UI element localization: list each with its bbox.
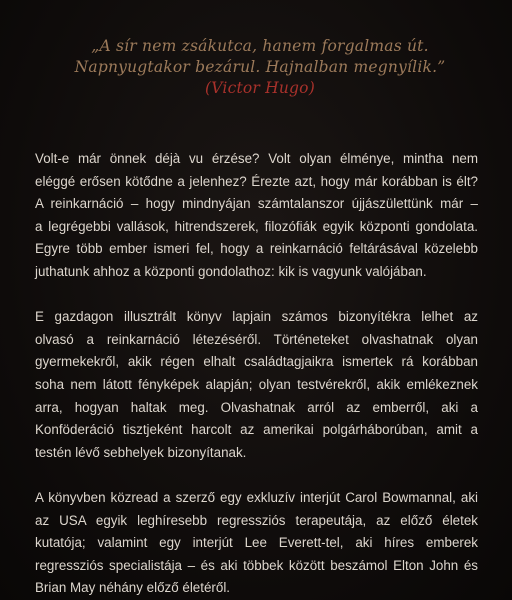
text-line: E gazdagon illusztrált könyv lapjain számos bizonyítékra lelhet az [35, 309, 478, 325]
paragraph-1 [35, 148, 478, 284]
text-line: gyermekekről, akik régen elhalt családtagjaikra ismertek rá korábban [35, 354, 478, 370]
text-line: juthatunk ahhoz a központi gondolathoz: kik is vagyunk valójában. [35, 263, 427, 279]
text-line: Brian May néhány előző életéről. [35, 580, 231, 596]
text-line: az USA egyik leghíresebb regressziós terapeutája, az előző életek [35, 512, 478, 528]
paragraph-3 [35, 487, 478, 600]
text-line: kutatója; valamint egy interjút Lee Everett-tel, aki híres emberek [35, 535, 478, 551]
text-line: olvasó a reinkarnáció létezéséről. Történeteket olvashatnak olyan [35, 331, 478, 347]
quote-line: Napnyugtakor bezárul. Hajnalban megnyílik.” [74, 58, 446, 76]
epigraph-quote [40, 36, 480, 99]
text-line: Egyre több ember ismeri fel, hogy a reinkarnáció feltárásával közelebb [35, 241, 478, 257]
text-line: Konföderáció tisztjeként harcolt az amerikai polgárháborúban, amit a [35, 422, 478, 438]
text-line: arra, hogyan haltak meg. Olvashatnak arról az emberről, aki a [35, 399, 478, 415]
text-line: eléggé erősen kötődne a jelenhez? Érezte azt, hogy már korábban is élt? [35, 173, 478, 189]
text-line: A reinkarnáció – hogy mindnyájan számtalanszor újjászülettünk már – [35, 196, 478, 212]
text-line: soha nem látott fényképek alapján; olyan testvérekről, akik emlékeznek [35, 376, 478, 392]
text-line: a legrégebbi vallások, hitrendszerek, filozófiák egyik központi gondolata. [35, 218, 478, 234]
text-line: A könyvben közread a szerző egy exkluzív interjút Carol Bowmannal, aki [35, 489, 478, 505]
text-line: Volt-e már önnek déjà vu érzése? Volt olyan élménye, mintha nem [35, 151, 478, 166]
back-cover-blurb [35, 148, 478, 600]
quote-line: „A sír nem zsákutca, hanem forgalmas út. [91, 37, 429, 55]
quote-author: (Victor Hugo) [205, 79, 315, 97]
text-line: regressziós specialistája – és aki többek között beszámol Elton John és [35, 557, 478, 573]
text-line: testén lévő sebhelyek bizonyítanak. [35, 444, 247, 460]
paragraph-2 [35, 306, 478, 464]
